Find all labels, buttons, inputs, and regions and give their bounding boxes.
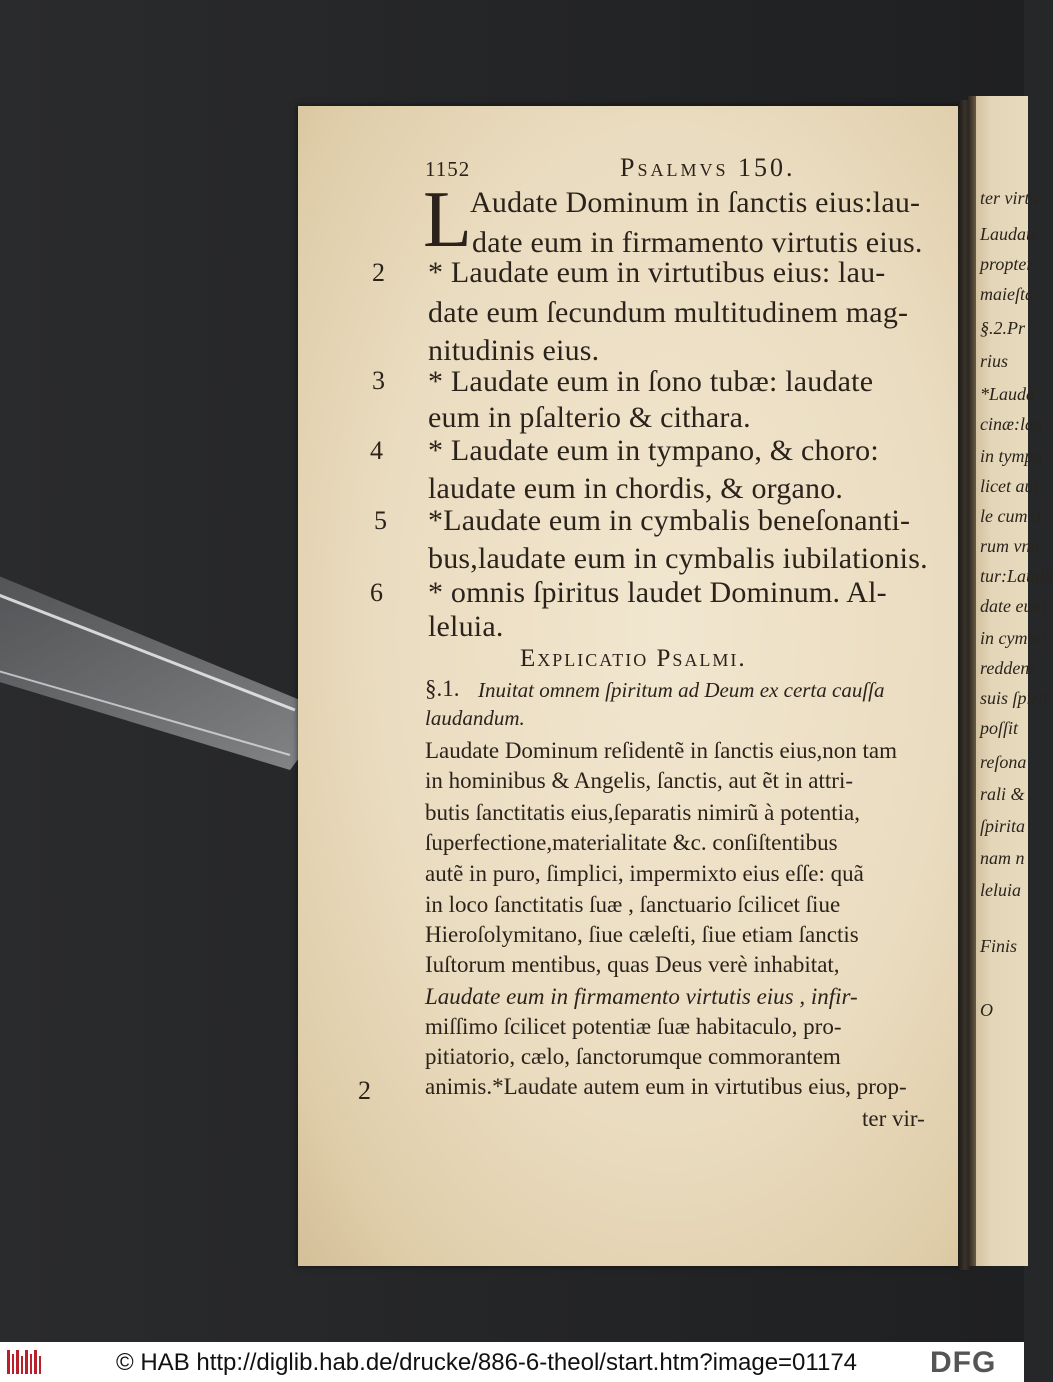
commentary-line: autẽ in puro, ſimplici, impermixto eius eſſe: quã <box>425 861 864 886</box>
next-page-fragment: tur:Lauda <box>980 566 1053 586</box>
next-page-fragment: reſona <box>980 752 1027 772</box>
psalm-line: leluia. <box>428 610 504 643</box>
commentary-margin-number: 2 <box>358 1076 371 1105</box>
page-number: 1152 <box>425 157 471 181</box>
next-page-fragment: *Lauda <box>980 384 1036 404</box>
next-page-fragment: rius <box>980 351 1009 371</box>
next-page-fragment: date eum <box>980 596 1046 616</box>
verse-number: 3 <box>372 366 385 395</box>
next-page-fragment: rali & <box>980 784 1025 804</box>
next-page-fragment: ſpirita <box>980 816 1026 836</box>
catchword: ter vir- <box>862 1106 925 1131</box>
next-page-fragment: licet aut <box>980 476 1039 496</box>
psalm-line: * Laudate eum in ſono tubæ: laudate <box>428 365 874 398</box>
psalm-line: bus,laudate eum in cymbalis iubilationis. <box>428 542 928 575</box>
running-title: Psalmvs 150. <box>620 153 796 182</box>
section-mark: §.1. <box>425 676 460 701</box>
verse-number: 6 <box>370 578 383 607</box>
commentary-line: animis.*Laudate autem eum in virtutibus eius, prop- <box>425 1074 907 1099</box>
next-page-fragment: in tympa <box>980 446 1043 466</box>
binding-shadow <box>968 96 976 1266</box>
glass-pointer <box>0 560 320 760</box>
next-page-fragment: propter <box>980 254 1034 274</box>
commentary-line: in loco ſanctitatis ſuæ , ſanctuario ſcilicet ſiue <box>425 892 841 917</box>
commentary-line: Iuſtorum mentibus, quas Deus verè inhabitat, <box>425 952 840 977</box>
next-page-fragment: §.2.Pr <box>980 318 1025 338</box>
psalm-line: eum in pſalterio & cithara. <box>428 401 751 434</box>
hab-logo-icon <box>6 1348 44 1376</box>
commentary-line: miſſimo ſcilicet potentiæ ſuæ habitaculo, pro- <box>425 1014 842 1039</box>
commentary-line: ſuperfectione,materialitate &c. conſiſtentibus <box>425 830 838 855</box>
dfg-logo: DFG <box>930 1346 997 1379</box>
verse-number: 2 <box>372 258 385 287</box>
section-summary: Inuitat omnem ſpiritum ad Deum ex certa cauſſa <box>478 678 885 702</box>
psalm-line: laudate eum in chordis, & organo. <box>428 472 844 505</box>
next-page-fragment: leluia <box>980 880 1021 900</box>
next-page-fragment: Finis <box>980 936 1018 956</box>
verse-number: 5 <box>374 506 387 535</box>
drop-capital: L <box>423 176 472 264</box>
psalm-line: * omnis ſpiritus laudet Dominum. Al- <box>428 576 887 609</box>
commentary-line: Hieroſolymitano, ſiue cæleſti, ſiue etiam ſanctis <box>425 922 859 947</box>
next-page-fragment: nam n <box>980 848 1025 868</box>
psalm-line: date eum in firmamento virtutis eius. <box>472 226 923 259</box>
next-page-fragment: poſſit <box>980 718 1019 738</box>
commentary-line: in hominibus & Angelis, ſanctis, aut ẽt in attri- <box>425 768 854 793</box>
psalm-line: *Laudate eum in cymbalis beneſonanti- <box>428 504 911 537</box>
next-page-fragment: le cum d <box>980 506 1041 526</box>
next-page-fragment: rum vna <box>980 536 1040 556</box>
psalm-line: Audate Dominum in ſanctis eius:lau- <box>470 186 921 219</box>
next-page-fragment: ter virtu <box>980 188 1039 208</box>
next-page-fragment: reddent <box>980 658 1035 678</box>
next-page-fragment: cinæ:lau <box>980 414 1043 434</box>
section-summary: laudandum. <box>425 706 525 730</box>
psalm-line: nitudinis eius. <box>428 334 600 367</box>
explicatio-heading: Explicatio Psalmi. <box>520 645 747 672</box>
next-page-edge <box>968 96 1053 1266</box>
verse-number: 4 <box>370 436 383 465</box>
commentary-line: Laudate eum in firmamento virtutis eius , infir- <box>425 984 858 1009</box>
next-page-fragment: suis ſpirit <box>980 688 1049 708</box>
commentary-line: pitiatorio, cælo, ſanctorumque commorantem <box>425 1044 841 1069</box>
commentary-line: butis ſanctitatis eius,ſeparatis nimirũ à potentia, <box>425 800 860 825</box>
commentary-line: Laudate Dominum reſidentẽ in ſanctis eius,non tam <box>425 738 898 763</box>
copyright-url[interactable]: © HAB http://diglib.hab.de/drucke/886-6-theol/start.htm?image=01174 <box>116 1349 858 1376</box>
next-page-fragment: Laudate <box>980 224 1040 244</box>
psalm-line: * Laudate eum in tympano, & choro: <box>428 434 879 467</box>
next-page-fragment: O <box>980 1000 993 1020</box>
next-page-fragment: in cymba <box>980 628 1046 648</box>
next-page-fragment: maieſta <box>980 284 1034 304</box>
psalm-line: * Laudate eum in virtutibus eius: lau- <box>428 256 886 289</box>
psalm-line: date eum ſecundum multitudinem mag- <box>428 296 909 329</box>
